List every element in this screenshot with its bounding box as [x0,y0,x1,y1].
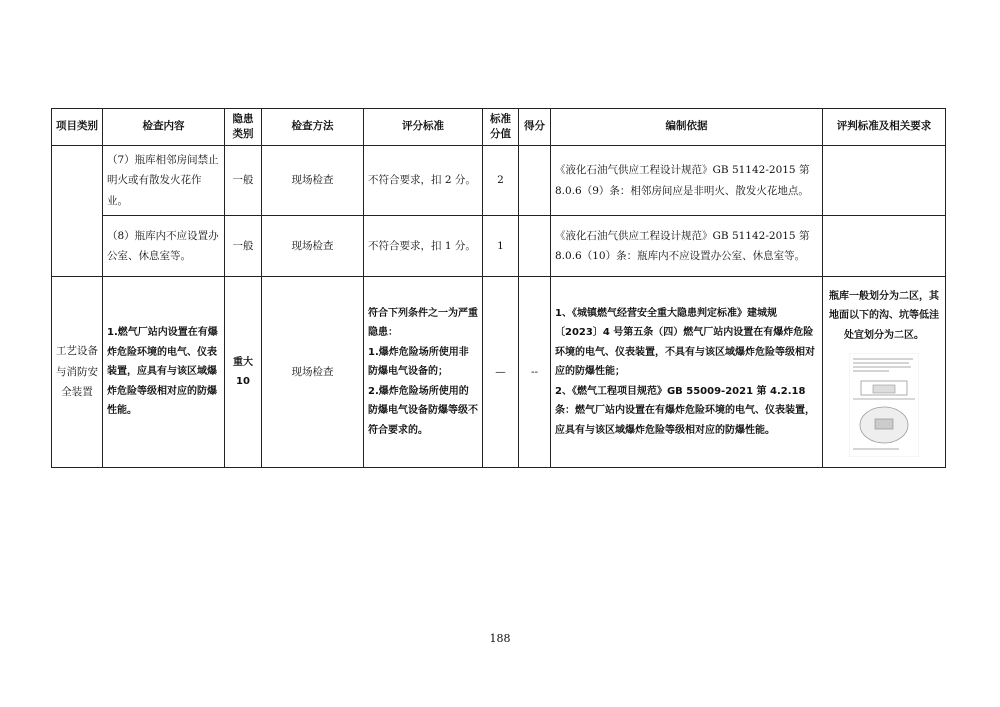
cell-method: 现场检查 [262,277,364,468]
cell-score [519,146,551,216]
cell-category: 工艺设备与消防安全装置 [52,277,103,468]
cell-content: 1.燃气厂站内设置在有爆炸危险环境的电气、仪表装置，应具有与该区域爆炸危险等级相对应的防爆性能。 [103,277,225,468]
scoring-line: 符合下列条件之一为严重隐患： [368,307,478,339]
table-row [52,277,946,468]
cell-points: 2 [483,146,519,216]
cell-score: -- [519,277,551,468]
cell-category [52,146,103,277]
header-hazard: 隐患类别 [225,109,262,146]
criteria-text: 瓶库一般划分为二区，其地面以下的沟、坑等低洼处宜划分为二区。 [829,290,939,341]
reference-diagram-thumbnail-icon [849,353,919,457]
cell-score [519,216,551,277]
header-row [52,109,946,146]
header-category: 项目类别 [52,109,103,146]
cell-points: 1 [483,216,519,277]
basis-line: 2、《燃气工程项目规范》GB 55009-2021 第 4.2.18 条：燃气厂站内设置在有爆炸危险环境的电气、仪表装置，应具有与该区域爆炸危险等级相对应的防爆性能。 [555,385,815,436]
cell-scoring [364,277,483,468]
scoring-line: 1.爆炸危险场所使用非防爆电气设备的； [368,346,469,378]
header-content: 检查内容 [103,109,225,146]
cell-method: 现场检查 [262,216,364,277]
basis-line: 1、《城镇燃气经营安全重大隐患判定标准》建城规〔2023〕4 号第五条（四）燃气厂站内设置在有爆炸危险环境的电气、仪表装置，不具有与该区域爆炸危险等级相对应的防爆性能； [555,307,815,378]
cell-hazard: 重大 10 [225,277,262,468]
inspection-table [51,108,946,468]
cell-basis: 《液化石油气供应工程设计规范》GB 51142-2015 第 8.0.6（10）条：瓶库内不应设置办公室、休息室等。 [551,216,823,277]
cell-basis: 《液化石油气供应工程设计规范》GB 51142-2015 第 8.0.6（9）条：相邻房间应是非明火、散发火花地点。 [551,146,823,216]
table-row [52,216,946,277]
header-score: 得分 [519,109,551,146]
cell-criteria [823,216,946,277]
cell-basis [551,277,823,468]
header-method: 检查方法 [262,109,364,146]
cell-hazard: 一般 [225,146,262,216]
cell-method: 现场检查 [262,146,364,216]
cell-points: — [483,277,519,468]
cell-scoring: 不符合要求，扣 1 分。 [364,216,483,277]
header-points: 标准分值 [483,109,519,146]
table-row [52,146,946,216]
header-criteria: 评判标准及相关要求 [823,109,946,146]
cell-criteria [823,146,946,216]
header-scoring: 评分标准 [364,109,483,146]
header-basis: 编制依据 [551,109,823,146]
cell-hazard: 一般 [225,216,262,277]
cell-scoring: 不符合要求，扣 2 分。 [364,146,483,216]
cell-criteria [823,277,946,468]
scoring-line: 2.爆炸危险场所使用的防爆电气设备防爆等级不符合要求的。 [368,385,478,436]
page-number: 188 [489,632,511,645]
cell-content: （8）瓶库内不应设置办公室、休息室等。 [103,216,225,277]
cell-content: （7）瓶库相邻房间禁止明火或有散发火花作业。 [103,146,225,216]
